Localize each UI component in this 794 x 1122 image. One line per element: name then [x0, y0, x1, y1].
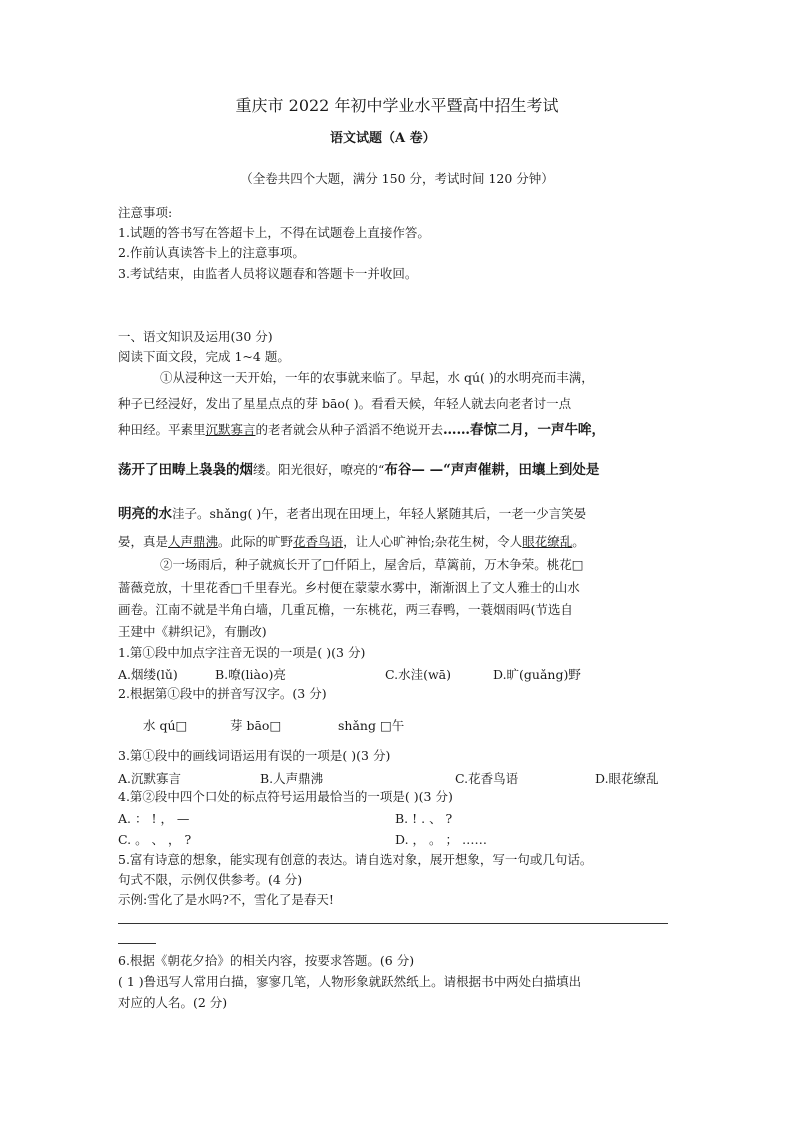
q4-stem: 4.第②段中四个口处的标点符号运用最恰当的一项是( )(3 分)	[118, 789, 453, 804]
q2-blank-2: 芽 bāo□	[230, 718, 282, 733]
q5-line1: 5.富有诗意的想象，能实现有创意的表达。请自选对象，展开想象，写一句或几句话。	[118, 852, 593, 867]
notes-item-1: 1.试题的答书写在答超卡上，不得在试题卷上直接作答。	[118, 225, 430, 240]
q2-blank-1: 水 qú□	[143, 718, 188, 733]
passage-p2-line4: 王建中《耕织记》，有删改)	[118, 624, 267, 639]
passage-p1-line5: 明亮的水洼子。shǎng( )午，老者出现在田埂上，年轻人紧随其后，一老一少言笑晏	[118, 506, 587, 522]
q1-option-b: B.嘹(liào)亮	[215, 667, 286, 682]
q3-option-b: B.人声鼎沸	[260, 771, 324, 786]
notes-item-2: 2.作前认真读答卡上的注意事项。	[118, 245, 305, 260]
passage-p1-line1: ①从浸种这一天开始，一年的农事就来临了。早起，水 qú( )的水明亮而丰满，	[160, 370, 594, 385]
exam-subtitle: 语文试题（A 卷）	[330, 131, 436, 146]
passage-p1-line2: 种子已经浸好，发出了星星点点的芽 bāo( )。看看天候，年轻人就去向老者讨一点	[118, 396, 572, 411]
q6-line3: 对应的人名。(2 分)	[118, 995, 228, 1010]
underlined-word-1: 沉默寡言	[205, 422, 256, 437]
q1-stem: 1.第①段中加点字注音无误的一项是( )(3 分)	[118, 645, 366, 660]
q1-option-a: A.烟缕(lǔ)	[118, 667, 178, 682]
passage-p1-line4: 荡开了田畴上袅袅的烟缕。阳光很好，嘹亮的“布谷— —“声声催耕，田壤上到处是	[118, 462, 600, 478]
q4-option-c: C. 。 、 ， ?	[118, 832, 192, 847]
q5-line2: 句式不限，示例仅供参考。(4 分)	[118, 872, 303, 887]
q6-line1: 6.根据《朝花夕拾》的相关内容，按要求答题。(6 分)	[118, 953, 415, 968]
q3-option-a: A.沉默寡言	[118, 771, 182, 786]
passage-p2-line1: ②一场雨后，种子就疯长开了□仟陌上，屋舍后，草篱前，万木争荣。桃花□	[160, 557, 584, 572]
answer-line-tail	[118, 943, 156, 944]
passage-p1-line6: 晏，真是人声鼎沸。此际的旷野花香鸟语，让人心旷神怡;杂花生树，令人眼花缭乱。	[118, 534, 585, 549]
q4-option-b: B. ! . 、 ?	[395, 811, 453, 826]
q1-option-d: D.旷(guǎng)野	[493, 667, 581, 682]
exam-info: （全卷共四个大题，满分 150 分，考试时间 120 分钟）	[240, 171, 554, 186]
passage-p1-line3: 种田经。平素里沉默寡言的老者就会从种子滔滔不绝说开去……春惊二月，一声牛哞，	[118, 422, 606, 438]
notes-item-3: 3.考试结束，由监者人员将议题春和答题卡一并收回。	[118, 266, 418, 281]
passage-p2-line2: 蔷薇竞放，十里花香□千里春光。乡村便在蒙蒙水雾中，渐渐洇上了文人雅士的山水	[118, 580, 580, 595]
q2-blank-3: shǎng □午	[338, 718, 405, 733]
q4-option-d: D. ， 。 ； ……	[395, 832, 487, 847]
passage-p2-line3: 画卷。江南不就是半角白墙，几重瓦檐，一东桃花，两三春鸭，一蓑烟雨吗(节选自	[118, 602, 573, 617]
answer-line	[118, 923, 668, 924]
q1-option-c: C.水洼(wā)	[385, 667, 451, 682]
section-heading: 一、语文知识及运用(30 分)	[118, 329, 273, 344]
exam-title: 重庆市 2022 年初中学业水平暨高中招生考试	[235, 96, 559, 115]
q3-option-d: D.眼花缭乱	[595, 771, 659, 786]
underlined-word-3: 花香鸟语	[293, 534, 344, 549]
q2-stem: 2.根据第①段中的拼音写汉字。(3 分)	[118, 686, 327, 701]
q3-stem: 3.第①段中的画线词语运用有误的一项是( )(3 分)	[118, 748, 391, 763]
section-instruction: 阅读下面文段，完成 1~4 题。	[118, 349, 290, 364]
underlined-word-2: 人声鼎沸	[168, 534, 219, 549]
q4-option-a: A. ： ! ， —	[118, 811, 190, 826]
q6-line2: ( 1 )鲁迅写人常用白描，寥寥几笔，人物形象就跃然纸上。请根据书中两处白描填出	[118, 974, 582, 989]
underlined-word-4: 眼花缭乱	[522, 534, 573, 549]
q5-line3: 示例:雪化了是水吗?不，雪化了是春天!	[118, 892, 334, 907]
q3-option-c: C.花香鸟语	[455, 771, 519, 786]
notes-heading: 注意事项:	[118, 205, 173, 220]
